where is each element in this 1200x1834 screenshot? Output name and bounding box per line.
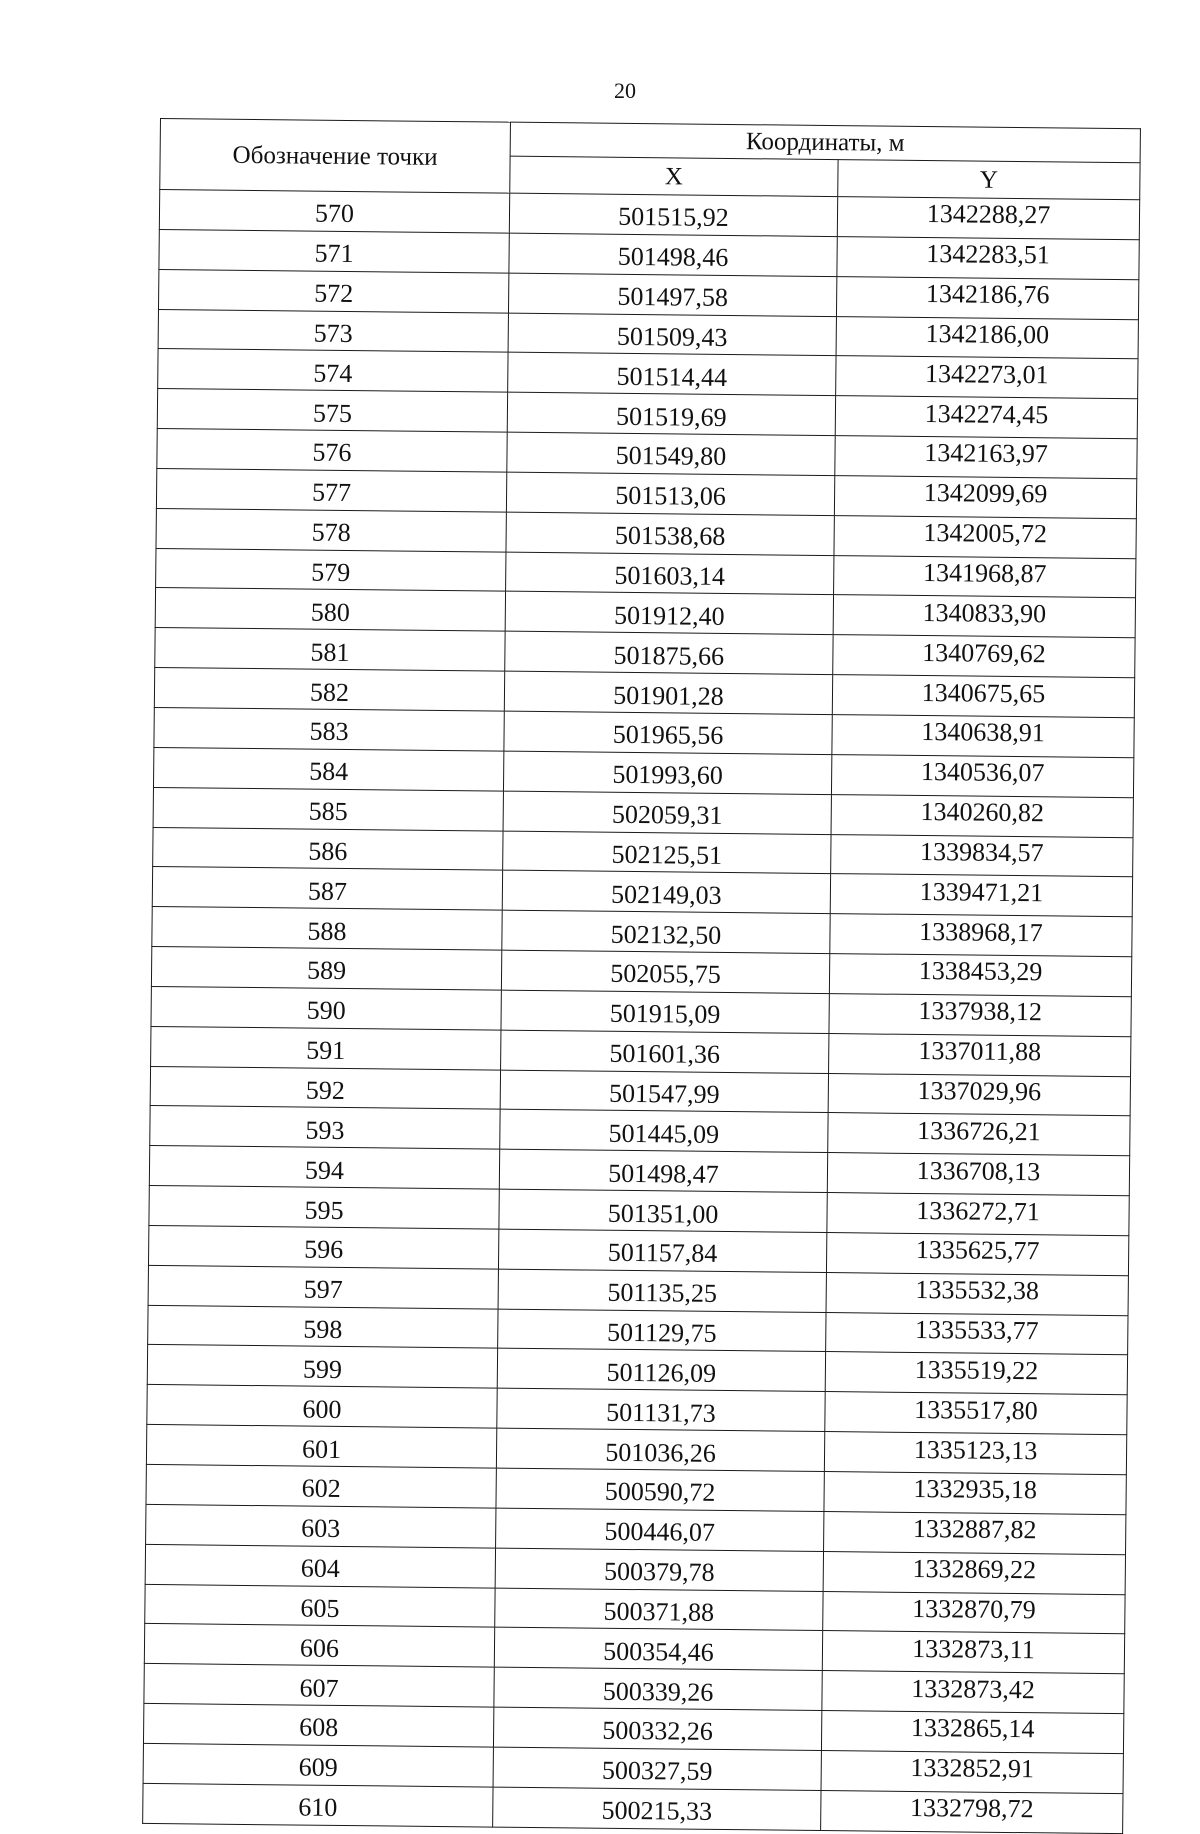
point-cell: 575 [157,389,507,433]
point-cell: 572 [158,269,508,313]
x-coordinate-cell: 500371,88 [495,1588,823,1631]
y-coordinate-cell: 1332852,91 [821,1750,1123,1793]
x-coordinate-cell: 501351,00 [499,1189,827,1232]
y-coordinate-cell: 1337011,88 [829,1033,1131,1076]
x-coordinate-cell: 501519,69 [507,392,835,435]
x-coordinate-cell: 501912,40 [505,592,833,635]
point-cell: 574 [158,349,508,393]
point-cell: 588 [152,907,502,951]
coordinates-table-container [142,118,1140,1834]
x-coordinate-cell: 501129,75 [498,1309,826,1352]
y-coordinate-cell: 1335123,13 [824,1432,1126,1475]
y-coordinate-cell: 1342099,69 [834,475,1136,518]
point-cell: 597 [148,1265,498,1309]
x-coordinate-cell: 501509,43 [508,313,836,356]
x-coordinate-cell: 501601,36 [501,1030,829,1073]
point-cell: 602 [146,1464,496,1508]
x-coordinate-cell: 501497,58 [508,273,836,316]
page-number: 20 [614,78,636,103]
y-coordinate-cell: 1339834,57 [831,834,1133,877]
point-cell: 587 [152,867,502,911]
y-coordinate-cell: 1342274,45 [835,396,1137,439]
x-coordinate-cell: 501993,60 [503,751,831,794]
point-cell: 570 [159,190,509,234]
y-coordinate-cell: 1342273,01 [836,356,1138,399]
x-coordinate-cell: 501131,73 [497,1388,825,1431]
y-coordinate-cell: 1340769,62 [833,635,1135,678]
point-cell: 595 [149,1186,499,1230]
y-coordinate-cell: 1337938,12 [829,993,1131,1036]
y-coordinate-cell: 1336726,21 [828,1113,1130,1156]
header-y: Y [838,160,1140,200]
point-cell: 599 [147,1345,497,1389]
x-coordinate-cell: 500327,59 [493,1747,821,1790]
x-coordinate-cell: 501126,09 [497,1349,825,1392]
x-coordinate-cell: 501135,25 [498,1269,826,1312]
y-coordinate-cell: 1337029,96 [828,1073,1130,1116]
x-coordinate-cell: 501915,09 [501,990,829,1033]
point-cell: 608 [143,1703,493,1747]
x-coordinate-cell: 501965,56 [504,711,832,754]
point-cell: 603 [146,1504,496,1548]
y-coordinate-cell: 1336272,71 [827,1193,1129,1236]
y-coordinate-cell: 1342163,97 [835,436,1137,479]
y-coordinate-cell: 1332887,82 [824,1511,1126,1554]
point-cell: 593 [150,1106,500,1150]
y-coordinate-cell: 1342005,72 [834,515,1136,558]
x-coordinate-cell: 501901,28 [504,671,832,714]
y-coordinate-cell: 1332869,22 [823,1551,1125,1594]
table-header [160,119,1141,200]
point-cell: 609 [143,1743,493,1787]
y-coordinate-cell: 1332870,79 [823,1591,1125,1634]
x-coordinate-cell: 502059,31 [503,791,831,834]
x-coordinate-cell: 500332,26 [493,1707,821,1750]
x-coordinate-cell: 500339,26 [494,1667,822,1710]
point-cell: 606 [144,1624,494,1668]
point-cell: 580 [155,588,505,632]
x-coordinate-cell: 502125,51 [503,831,831,874]
x-coordinate-cell: 501549,80 [507,432,835,475]
point-cell: 607 [144,1664,494,1708]
y-coordinate-cell: 1336708,13 [827,1153,1129,1196]
point-cell: 571 [159,229,509,273]
x-coordinate-cell: 501514,44 [508,353,836,396]
y-coordinate-cell: 1340536,07 [831,754,1133,797]
x-coordinate-cell: 500446,07 [496,1508,824,1551]
y-coordinate-cell: 1341968,87 [834,555,1136,598]
point-cell: 596 [148,1225,498,1269]
point-cell: 591 [151,1026,501,1070]
point-cell: 589 [151,946,501,990]
point-cell: 576 [157,429,507,473]
x-coordinate-cell: 500590,72 [496,1468,824,1511]
y-coordinate-cell: 1340638,91 [832,715,1134,758]
y-coordinate-cell: 1335532,38 [826,1272,1128,1315]
y-coordinate-cell: 1335519,22 [825,1352,1127,1395]
point-cell: 578 [156,508,506,552]
x-coordinate-cell: 501157,84 [498,1229,826,1272]
coordinates-table [142,118,1141,1834]
point-cell: 573 [158,309,508,353]
y-coordinate-cell: 1332873,11 [822,1631,1124,1674]
point-cell: 594 [149,1146,499,1190]
y-coordinate-cell: 1338453,29 [829,954,1131,997]
y-coordinate-cell: 1339471,21 [830,874,1132,917]
x-coordinate-cell: 501445,09 [500,1110,828,1153]
x-coordinate-cell: 501513,06 [506,472,834,515]
y-coordinate-cell: 1332873,42 [822,1671,1124,1714]
y-coordinate-cell: 1342186,76 [836,276,1138,319]
table-body [143,190,1140,1834]
point-cell: 598 [148,1305,498,1349]
x-coordinate-cell: 501036,26 [496,1428,824,1471]
point-cell: 600 [147,1385,497,1429]
point-cell: 592 [150,1066,500,1110]
y-coordinate-cell: 1342283,51 [837,236,1139,279]
header-coordinates: Координаты, м [510,122,1140,163]
x-coordinate-cell: 502149,03 [502,870,830,913]
x-coordinate-cell: 501547,99 [500,1070,828,1113]
y-coordinate-cell: 1342288,27 [837,197,1139,240]
y-coordinate-cell: 1342186,00 [836,316,1138,359]
y-coordinate-cell: 1332935,18 [824,1472,1126,1515]
y-coordinate-cell: 1338968,17 [830,914,1132,957]
point-cell: 584 [153,747,503,791]
point-cell: 605 [145,1584,495,1628]
y-coordinate-cell: 1332798,72 [821,1790,1123,1833]
point-cell: 601 [146,1425,496,1469]
x-coordinate-cell: 502132,50 [502,910,830,953]
y-coordinate-cell: 1332865,14 [821,1711,1123,1754]
point-cell: 577 [156,468,506,512]
header-point-designation: Обозначение точки [160,119,511,194]
x-coordinate-cell: 501875,66 [505,631,833,674]
y-coordinate-cell: 1340833,90 [833,595,1135,638]
x-coordinate-cell: 501603,14 [506,552,834,595]
x-coordinate-cell: 501498,47 [499,1149,827,1192]
header-x: X [510,157,838,197]
point-cell: 610 [143,1783,493,1827]
y-coordinate-cell: 1335533,77 [826,1312,1128,1355]
x-coordinate-cell: 500354,46 [494,1627,822,1670]
point-cell: 583 [154,707,504,751]
y-coordinate-cell: 1335625,77 [826,1232,1128,1275]
x-coordinate-cell: 500379,78 [495,1548,823,1591]
point-cell: 579 [156,548,506,592]
point-cell: 586 [153,827,503,871]
point-cell: 590 [151,986,501,1030]
point-cell: 581 [155,628,505,672]
point-cell: 582 [154,668,504,712]
y-coordinate-cell: 1335517,80 [825,1392,1127,1435]
x-coordinate-cell: 501538,68 [506,512,834,555]
point-cell: 604 [145,1544,495,1588]
x-coordinate-cell: 501515,92 [509,193,837,236]
y-coordinate-cell: 1340675,65 [832,675,1134,718]
x-coordinate-cell: 500215,33 [493,1787,821,1830]
point-cell: 585 [153,787,503,831]
x-coordinate-cell: 502055,75 [501,950,829,993]
x-coordinate-cell: 501498,46 [509,233,837,276]
y-coordinate-cell: 1340260,82 [831,794,1133,837]
